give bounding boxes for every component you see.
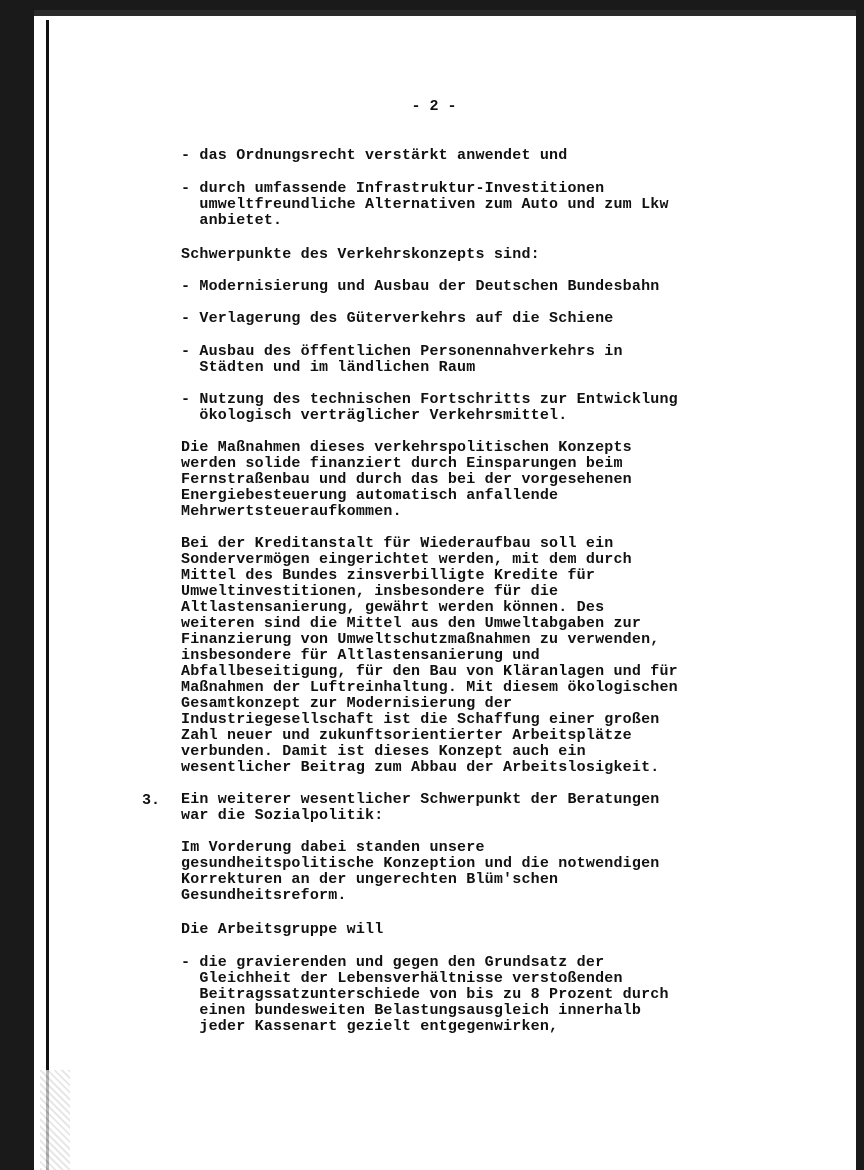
paragraph-kreditanstalt: Bei der Kreditanstalt für Wiederaufbau soll ein Sondervermögen eingerichtet werden, mit dem durch Mittel des Bundes zinsverbilligte Kredite für Umweltinvestitionen, insbesondere für die Altlastensanierung, gewährt werden können. Des weiteren sind die Mittel aus den Umweltabgaben zur Finanzierung von Umweltschutzmaßnahmen zu verwenden, insbesondere für Altlastensanierung und Abfallbeseitigung, für den Bau von Kläranlagen und für Maßnahmen der Luftreinhaltung. Mit diesem ökologischen Gesamtkonzept zur Modernisierung der Industriegesellschaft ist die Schaffung einer großen Zahl neuer und zukunftsorientierter Arbeitsplätze verbunden. Damit ist dieses Konzept auch ein wesentlicher Beitrag zum Abbau der Arbeitslosigkeit. bbox=[181, 535, 678, 776]
list1-item-2: - durch umfassende Infrastruktur-Investitionen umweltfreundliche Alternativen zum Auto und zum Lkw anbietet. bbox=[181, 180, 669, 229]
document-page bbox=[34, 10, 856, 1170]
scan-noise bbox=[40, 1070, 70, 1170]
list2-item-2: - Verlagerung des Güterverkehrs auf die Schiene bbox=[181, 310, 614, 327]
list3-item-1: - die gravierenden und gegen den Grundsatz der Gleichheit der Lebensverhältnisse verstoßenden Beitragssatzunterschiede von bis zu 8 Prozent durch einen bundesweiten Belastungsausgleich innerhalb jeder Kassenart gezielt entgegenwirken, bbox=[181, 954, 669, 1035]
paragraph-vorderung: Im Vorderung dabei standen unsere gesundheitspolitische Konzeption und die notwendigen Korrekturen an der ungerechten Blüm'schen Gesundheitsreform. bbox=[181, 839, 660, 904]
margin-rule bbox=[46, 20, 49, 1170]
item-3-text: Ein weiterer wesentlicher Schwerpunkt der Beratungen war die Sozialpolitik: bbox=[181, 791, 660, 824]
list2-item-4: - Nutzung des technischen Fortschritts zur Entwicklung ökologisch verträglicher Verkehrsmittel. bbox=[181, 391, 678, 424]
list1-item-1: - das Ordnungsrecht verstärkt anwendet und bbox=[181, 147, 568, 164]
schwerpunkte-heading: Schwerpunkte des Verkehrskonzepts sind: bbox=[181, 246, 540, 263]
item-3-number: 3. bbox=[142, 792, 161, 809]
paragraph-massnahmen: Die Maßnahmen dieses verkehrspolitischen Konzepts werden solide finanziert durch Einsparungen beim Fernstraßenbau und durch das bei der vorgesehenen Energiebesteuerung automatisch anfallende Mehrwertsteueraufkommen. bbox=[181, 439, 632, 520]
list2-item-1: - Modernisierung und Ausbau der Deutschen Bundesbahn bbox=[181, 278, 660, 295]
arbeitsgruppe-line: Die Arbeitsgruppe will bbox=[181, 921, 384, 938]
page-number: - 2 - bbox=[411, 98, 457, 115]
scan-edge bbox=[34, 10, 856, 16]
list2-item-3: - Ausbau des öffentlichen Personennahverkehrs in Städten und im ländlichen Raum bbox=[181, 343, 623, 376]
